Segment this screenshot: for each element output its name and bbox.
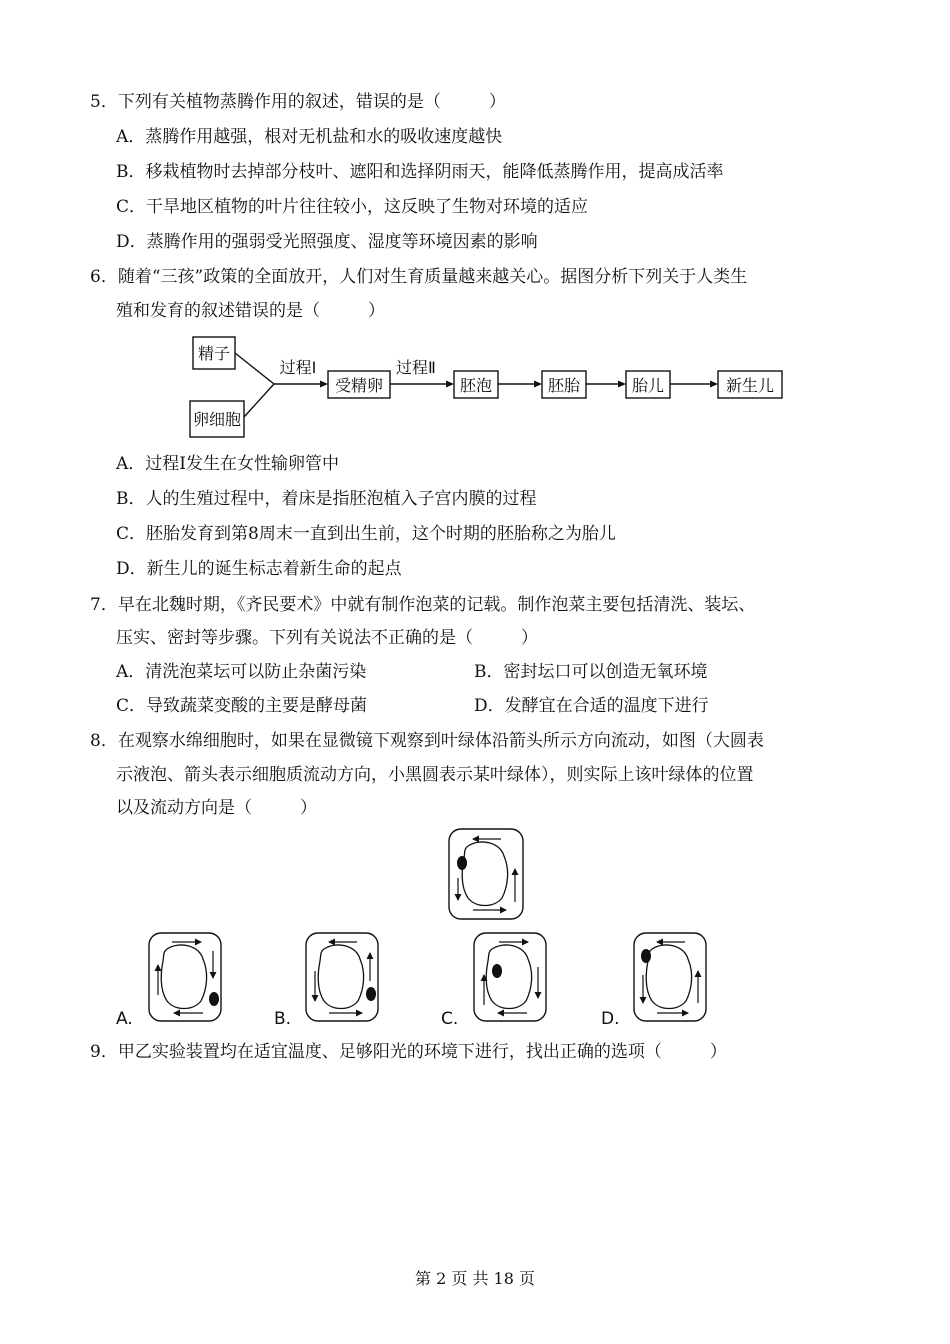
zygote-box: 受精卵 [334,376,384,395]
option-c-cell [474,933,546,1021]
newborn-box: 新生儿 [725,376,775,395]
option-a-label: A. [116,1009,133,1029]
option-c-label: C. [441,1009,459,1029]
q7-stem-line1: 7．早在北魏时期，《齐民要术》中就有制作泡菜的记载。制作泡菜主要包括清洗、装坛、 [90,595,756,615]
egg-box: 卵细胞 [192,410,242,429]
chloroplast-dot [457,856,467,870]
q7-stem-line2: 压实、密封等步骤。下列有关说法不正确的是（ ） [116,628,538,648]
process-2-label: 过程Ⅱ [396,358,436,377]
option-d-cell [634,933,706,1021]
q6-option-c: C．胚胎发育到第8周末一直到出生前，这个时期的胚胎称之为胎儿 [116,524,616,544]
q6-option-a: A．过程Ⅰ发生在女性输卵管中 [116,454,339,474]
q7-option-c: C．导致蔬菜变酸的主要是酵母菌 [116,696,368,716]
option-b-label: B. [274,1009,292,1029]
page-footer: 第 2 页 共 18 页 [415,1269,535,1288]
q5-option-c: C．干旱地区植物的叶片往往较小，这反映了生物对环境的适应 [116,197,589,217]
chloroplast-dot [492,964,502,978]
q6-stem-line1: 6．随着“三孩”政策的全面放开，人们对生育质量越来越关心。据图分析下列关于人类生 [90,267,748,287]
q8-stem-line1: 8．在观察水绵细胞时，如果在显微镜下观察到叶绿体沿箭头所示方向流动，如图（大圆表 [90,731,764,751]
fetus-box: 胎儿 [631,376,665,395]
q7-option-b: B．密封坛口可以创造无氧环境 [474,662,708,682]
chloroplast-dot [641,949,651,963]
reproduction-flow-diagram [180,328,800,444]
q5-stem: 5．下列有关植物蒸腾作用的叙述，错误的是（ ） [90,92,506,112]
q7-option-d: D．发酵宜在合适的温度下进行 [474,696,709,716]
cell-streaming-figure [110,826,730,1032]
option-d-label: D. [601,1009,620,1029]
q6-option-d: D．新生儿的诞生标志着新生命的起点 [116,559,402,579]
option-a-cell [149,933,221,1021]
chloroplast-dot [209,992,219,1006]
q6-option-b: B．人的生殖过程中，着床是指胚泡植入子宫内膜的过程 [116,489,537,509]
q5-option-d: D．蒸腾作用的强弱受光照强度、湿度等环境因素的影响 [116,232,538,252]
q9-stem: 9．甲乙实验装置均在适宜温度、足够阳光的环境下进行，找出正确的选项（ ） [90,1042,727,1062]
sperm-box: 精子 [197,344,231,363]
chloroplast-dot [366,987,376,1001]
process-1-label: 过程Ⅰ [279,358,317,377]
q8-stem-line2: 示液泡、箭头表示细胞质流动方向，小黑圆表示某叶绿体），则实际上该叶绿体的位置 [116,765,754,785]
q8-stem-line3: 以及流动方向是（ ） [116,798,317,818]
q6-stem-line2: 殖和发育的叙述错误的是（ ） [116,301,385,321]
observed-cell [449,829,523,919]
blastocyst-box: 胚泡 [459,376,493,395]
q5-option-a: A．蒸腾作用越强，根对无机盐和水的吸收速度越快 [116,127,503,147]
option-b-cell [306,933,378,1021]
q7-option-a: A．清洗泡菜坛可以防止杂菌污染 [116,662,367,682]
embryo-box: 胚胎 [547,376,581,395]
q5-option-b: B．移栽植物时去掉部分枝叶、遮阳和选择阴雨天，能降低蒸腾作用，提高成活率 [116,162,724,182]
